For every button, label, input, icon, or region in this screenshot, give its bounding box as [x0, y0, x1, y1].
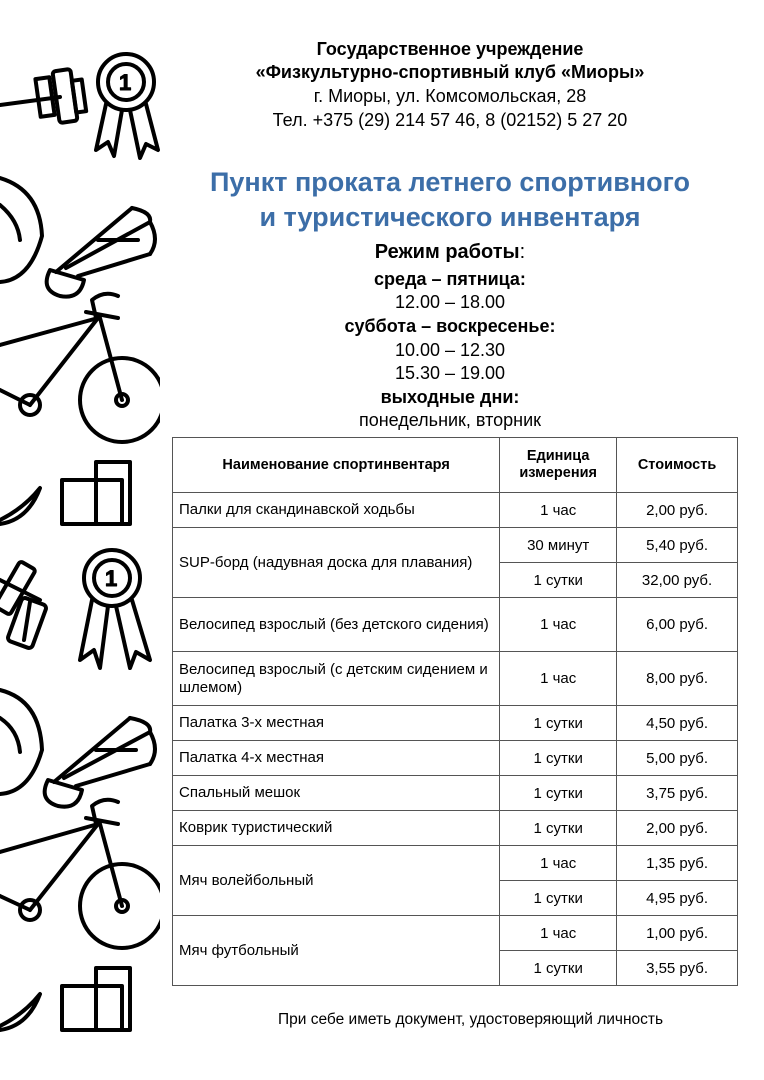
item-name: Палатка 4-х местная	[173, 741, 500, 776]
item-unit: 1 сутки	[500, 776, 617, 811]
item-unit: 1 час	[500, 598, 617, 652]
table-row	[173, 706, 738, 741]
item-name: Палки для скандинавской ходьбы	[173, 493, 500, 528]
item-price: 2,00 руб.	[617, 493, 738, 528]
item-name: Велосипед взрослый (без детского сидения)	[173, 598, 500, 652]
item-price: 32,00 руб.	[617, 563, 738, 598]
item-name: SUP-борд (надувная доска для плавания)	[173, 528, 500, 598]
table-header-row	[173, 438, 738, 493]
item-name: Спальный мешок	[173, 776, 500, 811]
bicycle-icon	[0, 294, 160, 442]
item-name: Мяч волейбольный	[173, 846, 500, 916]
table-row	[173, 493, 738, 528]
svg-text:1: 1	[105, 566, 118, 591]
table-row	[173, 776, 738, 811]
page-title-line1: Пункт проката летнего спортивного	[210, 167, 690, 197]
org-phone: Тел. +375 (29) 214 57 46, 8 (02152) 5 27 20	[272, 110, 628, 130]
item-price: 6,00 руб.	[617, 598, 738, 652]
price-table	[172, 437, 738, 986]
decorative-sports-strip	[0, 0, 160, 1080]
table-row	[173, 741, 738, 776]
svg-text:1: 1	[119, 70, 132, 95]
schedule-days-off: понедельник, вторник	[358, 410, 542, 430]
item-price: 4,50 руб.	[617, 706, 738, 741]
item-name: Коврик туристический	[173, 811, 500, 846]
col-header-name: Наименование спортинвентаря	[173, 438, 500, 493]
item-unit: 1 сутки	[500, 811, 617, 846]
podium-icon	[0, 968, 130, 1030]
footer-note: При себе иметь документ, удостоверяющий личность	[278, 1011, 664, 1028]
item-price: 4,95 руб.	[617, 881, 738, 916]
helmet-icon	[0, 178, 42, 282]
shuttlecock-icon	[47, 208, 155, 297]
schedule-heading	[170, 241, 730, 264]
item-name: Велосипед взрослый (с детским сидением и шлемом)	[173, 652, 500, 706]
table-row	[173, 652, 738, 706]
item-unit: 1 час	[500, 916, 617, 951]
org-name-line2: «Физкультурно-спортивный клуб «Миоры»	[255, 62, 645, 82]
item-price: 1,35 руб.	[617, 846, 738, 881]
schedule-weekend-label: суббота – воскресенье:	[344, 316, 556, 336]
table-row	[173, 528, 738, 563]
dumbbell-icon	[0, 561, 47, 649]
item-unit: 1 час	[500, 846, 617, 881]
schedule-weekdays-hours: 12.00 – 18.00	[394, 292, 506, 312]
item-price: 2,00 руб.	[617, 811, 738, 846]
helmet-icon	[0, 690, 42, 794]
schedule-heading-colon: :	[519, 241, 526, 263]
item-price: 8,00 руб.	[617, 652, 738, 706]
org-name-line1: Государственное учреждение	[316, 39, 584, 59]
shuttlecock-icon	[45, 718, 155, 807]
col-header-unit-line2: измерения	[519, 465, 597, 481]
table-row	[173, 916, 738, 951]
item-price: 3,75 руб.	[617, 776, 738, 811]
item-unit: 30 минут	[500, 528, 617, 563]
org-address: г. Миоры, ул. Комсомольская, 28	[313, 86, 587, 106]
bicycle-icon	[0, 800, 160, 948]
item-unit: 1 сутки	[500, 881, 617, 916]
item-unit: 1 сутки	[500, 741, 617, 776]
item-price: 1,00 руб.	[617, 916, 738, 951]
col-header-unit-line1: Единица	[526, 448, 590, 464]
page-title-line2: и туристического инвентаря	[259, 202, 641, 232]
item-unit: 1 сутки	[500, 563, 617, 598]
col-header-price: Стоимость	[617, 438, 738, 493]
schedule-days-off-label: выходные дни:	[380, 387, 520, 407]
schedule-weekend-hours-1: 10.00 – 12.30	[394, 340, 506, 360]
schedule-heading-text: Режим работы	[374, 241, 520, 263]
item-name: Мяч футбольный	[173, 916, 500, 986]
item-unit: 1 час	[500, 493, 617, 528]
table-row	[173, 598, 738, 652]
podium-icon	[0, 462, 130, 524]
table-row	[173, 846, 738, 881]
schedule-weekend-hours-2: 15.30 – 19.00	[394, 363, 506, 383]
item-name: Палатка 3-х местная	[173, 706, 500, 741]
item-price: 5,00 руб.	[617, 741, 738, 776]
medal-icon	[80, 550, 150, 668]
item-unit: 1 час	[500, 652, 617, 706]
dumbbell-icon	[0, 69, 86, 123]
item-unit: 1 сутки	[500, 706, 617, 741]
medal-icon	[96, 54, 158, 158]
table-row	[173, 811, 738, 846]
item-price: 3,55 руб.	[617, 951, 738, 986]
col-header-unit	[500, 438, 617, 493]
item-price: 5,40 руб.	[617, 528, 738, 563]
item-unit: 1 сутки	[500, 951, 617, 986]
schedule-weekdays-label: среда – пятница:	[374, 269, 526, 289]
